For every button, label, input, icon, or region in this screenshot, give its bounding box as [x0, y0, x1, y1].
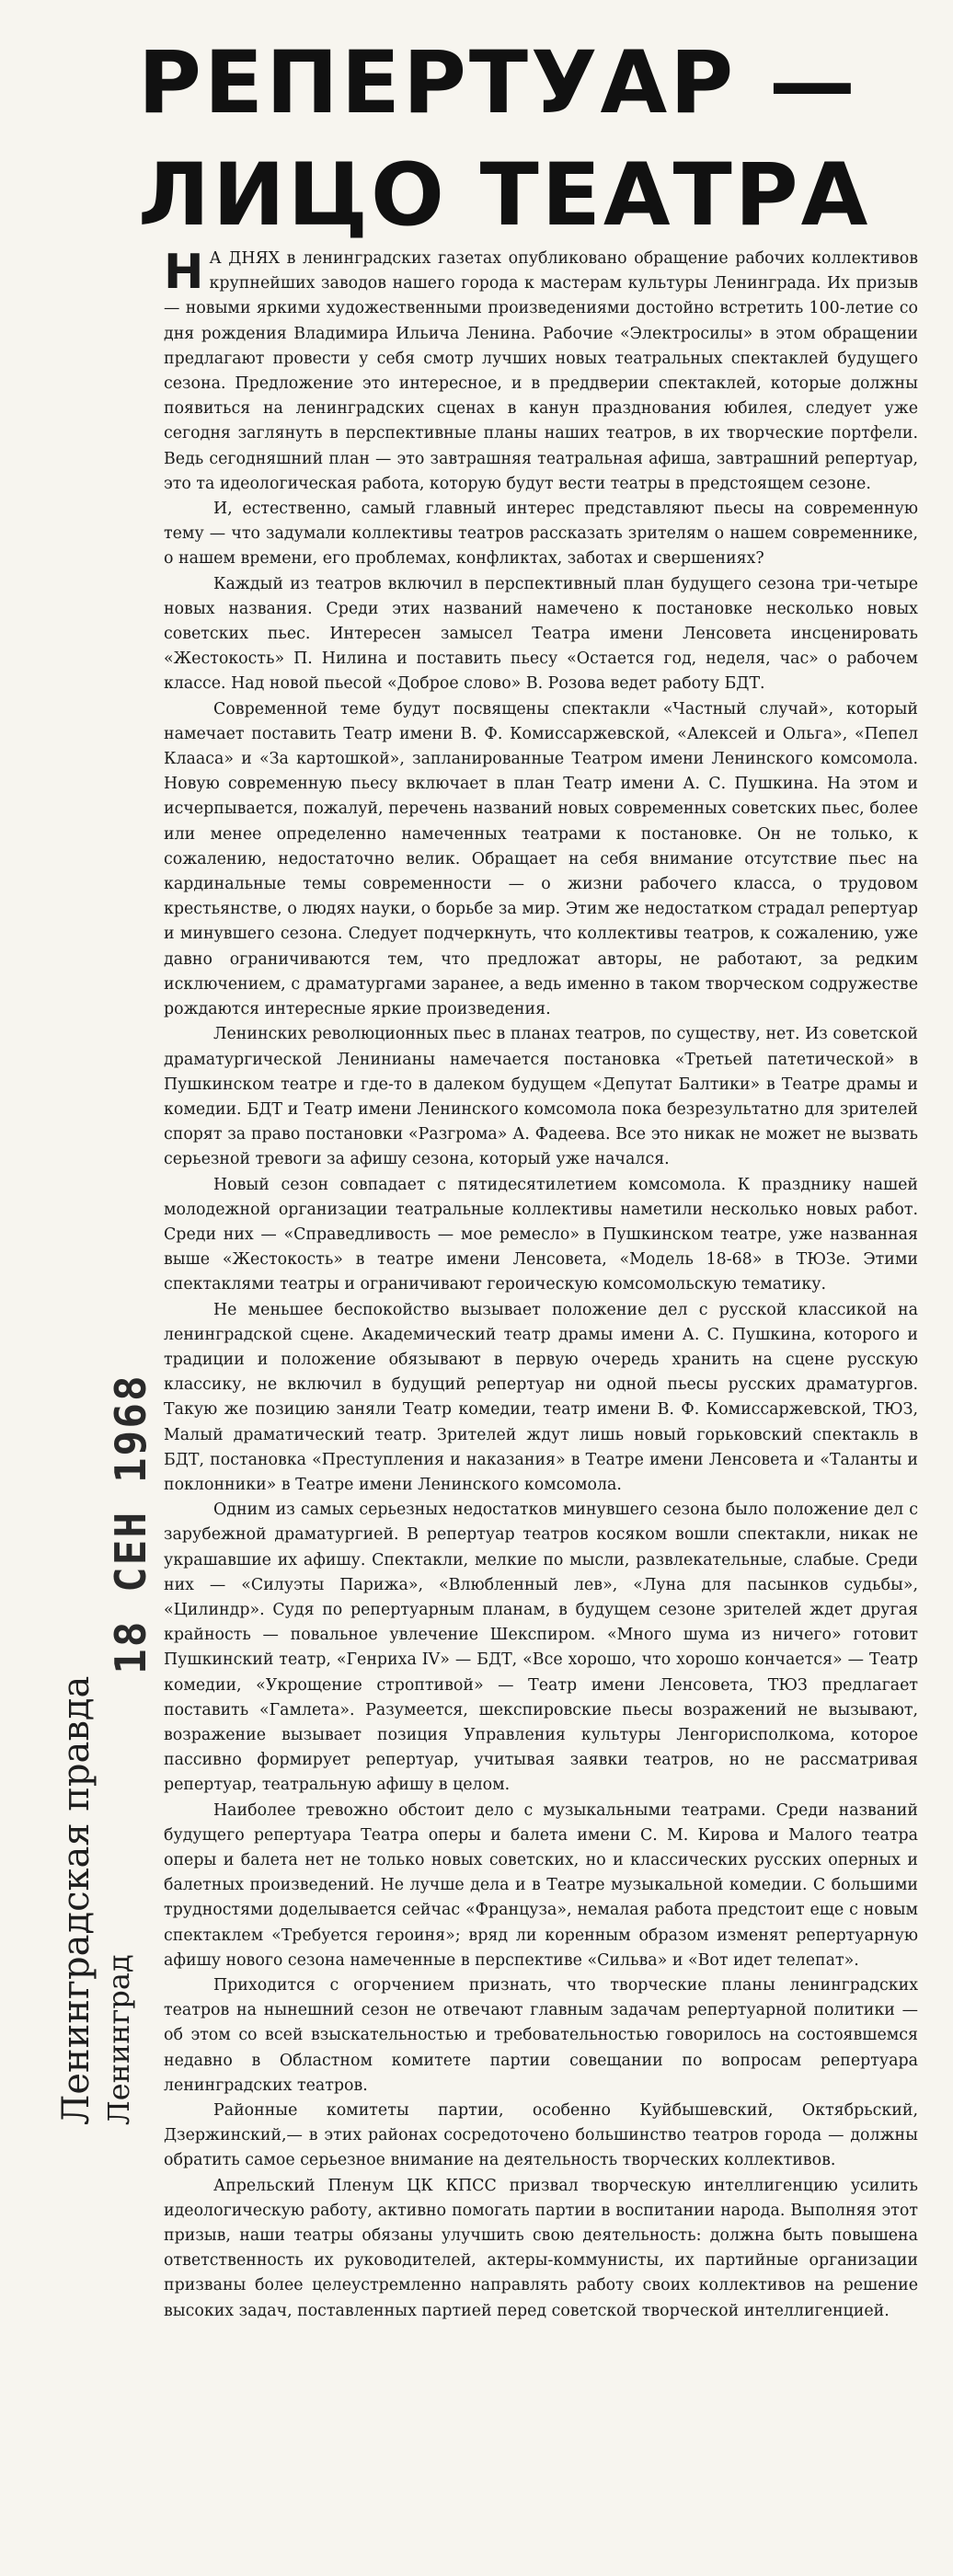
source-newspaper-name: Ленинградская правда: [55, 1675, 98, 2125]
headline-line-2: ЛИЦО ТЕАТРА: [138, 145, 871, 246]
date-stamp: 18 СЕН 1968: [106, 1374, 155, 1674]
paragraph-10: Приходится с огорчением признать, что творческие планы ленинградских театров на нынешний сезон не отвечают главным задачам репертуарной политики — об этом со всей взыскательностью и требовательностью говорилось на состоявшемся недавно в Областном комитете партии совещании по вопросам репертуара ленинградских театров.: [164, 1976, 918, 2095]
paragraph-1-text: А ДНЯХ в ленинградских газетах опубликовано обращение рабочих коллективов крупнейших заводов нашего города к мастерам культуры Ленинграда. Их призыв — новыми яркими художественными произведениями достойно встретить 100-летие со дня рождения Владимира Ильича Ленина. Рабочие «Электросилы» в этом обращении предлагают провести у себя смотр лучших новых театральных спектаклей будущего сезона. Предложение это интересное, и в преддверии спектаклей, которые должны появиться на ленинградских сценах в канун празднования юбилея, следует уже сегодня заглянуть в перспективные планы наших театров, в их творческие портфели. Ведь сегодняшний план — это завтрашняя театральная афиша, завтрашний репертуар, это та идеологическая работа, которую будут вести театры в предстоящем сезоне.: [164, 249, 918, 493]
paragraph-8: Одним из самых серьезных недостатков минувшего сезона было положение дел с зарубежной драматургией. В репертуар театров косяком вошли спектакли, никак не украшавшие их афишу. Спектакли, мелкие по мысли, развлекательные, слабые. Среди них — «Силуэты Парижа», «Влюбленный лев», «Луна для пасынков судьбы», «Цилиндр». Судя по репертуарным планам, в будущем сезоне зрителей ждет другая крайность — повальное увлечение Шекспиром. «Много шума из ничего» готовит Пушкинский театр, «Генриха IV» — БДТ, «Все хорошо, что хорошо кончается» — Театр комедии, «Укрощение строптивой» — Театр имени Ленсовета, ТЮЗ предлагает поставить «Гамлета». Разумеется, шекспировские пьесы возражений не вызывают, возражение вызывает позиция Управления культуры Ленгорисполкома, которое пассивно формирует репертуар, учитывая заявки театров, но не рассматривая репертуар, театральную афишу в целом.: [164, 1501, 918, 1795]
paragraph-1: [164, 247, 918, 497]
paragraph-5: Ленинских революционных пьес в планах театров, по существу, нет. Из советской драматургической Ленинианы намечается постановка «Третьей патетической» в Пушкинском театре и где-то в далеком будущем «Депутат Балтики» в Театре драмы и комедии. БДТ и Театр имени Ленинского комсомола пока безрезультатно для зрителей спорят за право постановки «Разгрома» А. Фадеева. Все это никак не может не вызвать серьезной тревоги за афишу сезона, который уже начался.: [164, 1025, 918, 1169]
paragraph-11: Районные комитеты партии, особенно Куйбышевский, Октябрьский, Дзержинский,— в этих районах сосредоточено большинство театров города — должны обратить самое серьезное внимание на деятельность творческих коллективов.: [164, 2101, 918, 2170]
article-body: [164, 247, 918, 2551]
paragraph-12: Апрельский Пленум ЦК КПСС призвал творческую интеллигенцию усилить идеологическую работу, активно помогать партии в воспитании народа. Выполняя этот призыв, наши театры обязаны улучшить свою деятельность: должна быть повышена ответственность их руководителей, актеры-коммунисты, их партийные организации призваны более целеустремленно направлять работу своих коллективов на решение высоких задач, поставленных партией перед советской творческой интеллигенцией.: [164, 2176, 918, 2320]
headline: [138, 28, 929, 252]
headline-line-1: РЕПЕРТУАР —: [138, 33, 858, 133]
paragraph-2: И, естественно, самый главный интерес представляют пьесы на современную тему — что задумали коллективы театров рассказать зрителям о нашем современнике, о нашем времени, его проблемах, конфликтах, заботах и свершениях?: [164, 500, 918, 569]
paragraph-9: Наиболее тревожно обстоит дело с музыкальными театрами. Среди названий будущего репертуара Театра оперы и балета имени С. М. Кирова и Малого театра оперы и балета нет не только новых советских, но и классических русских оперных и балетных произведений. Не лучше дела и в Театре музыкальной комедии. С большими трудностями доделывается сейчас «Француза», немалая работа предстоит еще с новым спектаклем «Требуется героиня»; вряд ли коренным образом изменят репертуарную афишу нового сезона намеченные в перспективе «Сильва» и «Вот идет телепат».: [164, 1800, 918, 1970]
paragraph-6: Новый сезон совпадает с пятидесятилетием комсомола. К празднику нашей молодежной организации театральные коллективы наметили несколько новых работ. Среди них — «Справедливость — мое ремесло» в Пушкинском театре, уже названная выше «Жестокость» в театре имени Ленсовета, «Модель 18-68» в ТЮЗе. Этими спектаклями театры и ограничивают героическую комсомольскую тематику.: [164, 1175, 918, 1294]
drop-cap: Н: [164, 247, 204, 300]
paragraph-3: Каждый из театров включил в перспективный план будущего сезона три-четыре новых названия. Среди этих названий намечено к постановке несколько новых советских пьес. Интересен замысел Театра имени Ленсовета инсценировать «Жестокость» П. Нилина и поставить пьесу «Остается год, неделя, час» о рабочем классе. Над новой пьесой «Доброе слово» В. Розова ведет работу БДТ.: [164, 574, 918, 694]
source-city: Ленинград: [101, 1954, 136, 2125]
paragraph-4: Современной теме будут посвящены спектакли «Частный случай», который намечает поставить Театр имени В. Ф. Комиссаржевской, «Алексей и Ольга», «Пепел Клааса» и «За картошкой», запланированные Театром имени Ленинского комсомола. Новую современную пьесу включает в план Театр имени А. С. Пушкина. На этом и исчерпывается, пожалуй, перечень названий новых современных советских пьес, более или менее определенно намеченных театрами к постановке. Он не только, к сожалению, недостаточно велик. Обращает на себя внимание отсутствие пьес на кардинальные темы современности — о жизни рабочего класса, о трудовом крестьянстве, о людях науки, о борьбе за мир. Этим же недостатком страдал репертуар и минувшего сезона. Следует подчеркнуть, что коллективы театров, к сожалению, уже давно ограничиваются тем, что предложат авторы, не работают, за редким исключением, с драматургами заранее, а ведь именно в таком творческом содружестве рождаются интересные яркие произведения.: [164, 699, 918, 1019]
paragraph-7: Не меньшее беспокойство вызывает положение дел с русской классикой на ленинградской сцене. Академический театр драмы имени А. С. Пушкина, которого и традиции и положение обязывают в первую очередь хранить на сцене русскую классику, не включил в будущий репертуар ни одной пьесы русских драматургов. Такую же позицию заняли Театр комедии, театр имени В. Ф. Комиссаржевской, ТЮЗ, Малый драматический театр. Зрителей ждут лишь новый горьковский спектакль в БДТ, постановка «Преступления и наказания» в Театре имени Ленсовета и «Таланты и поклонники» в Театре имени Ленинского комсомола.: [164, 1300, 918, 1494]
